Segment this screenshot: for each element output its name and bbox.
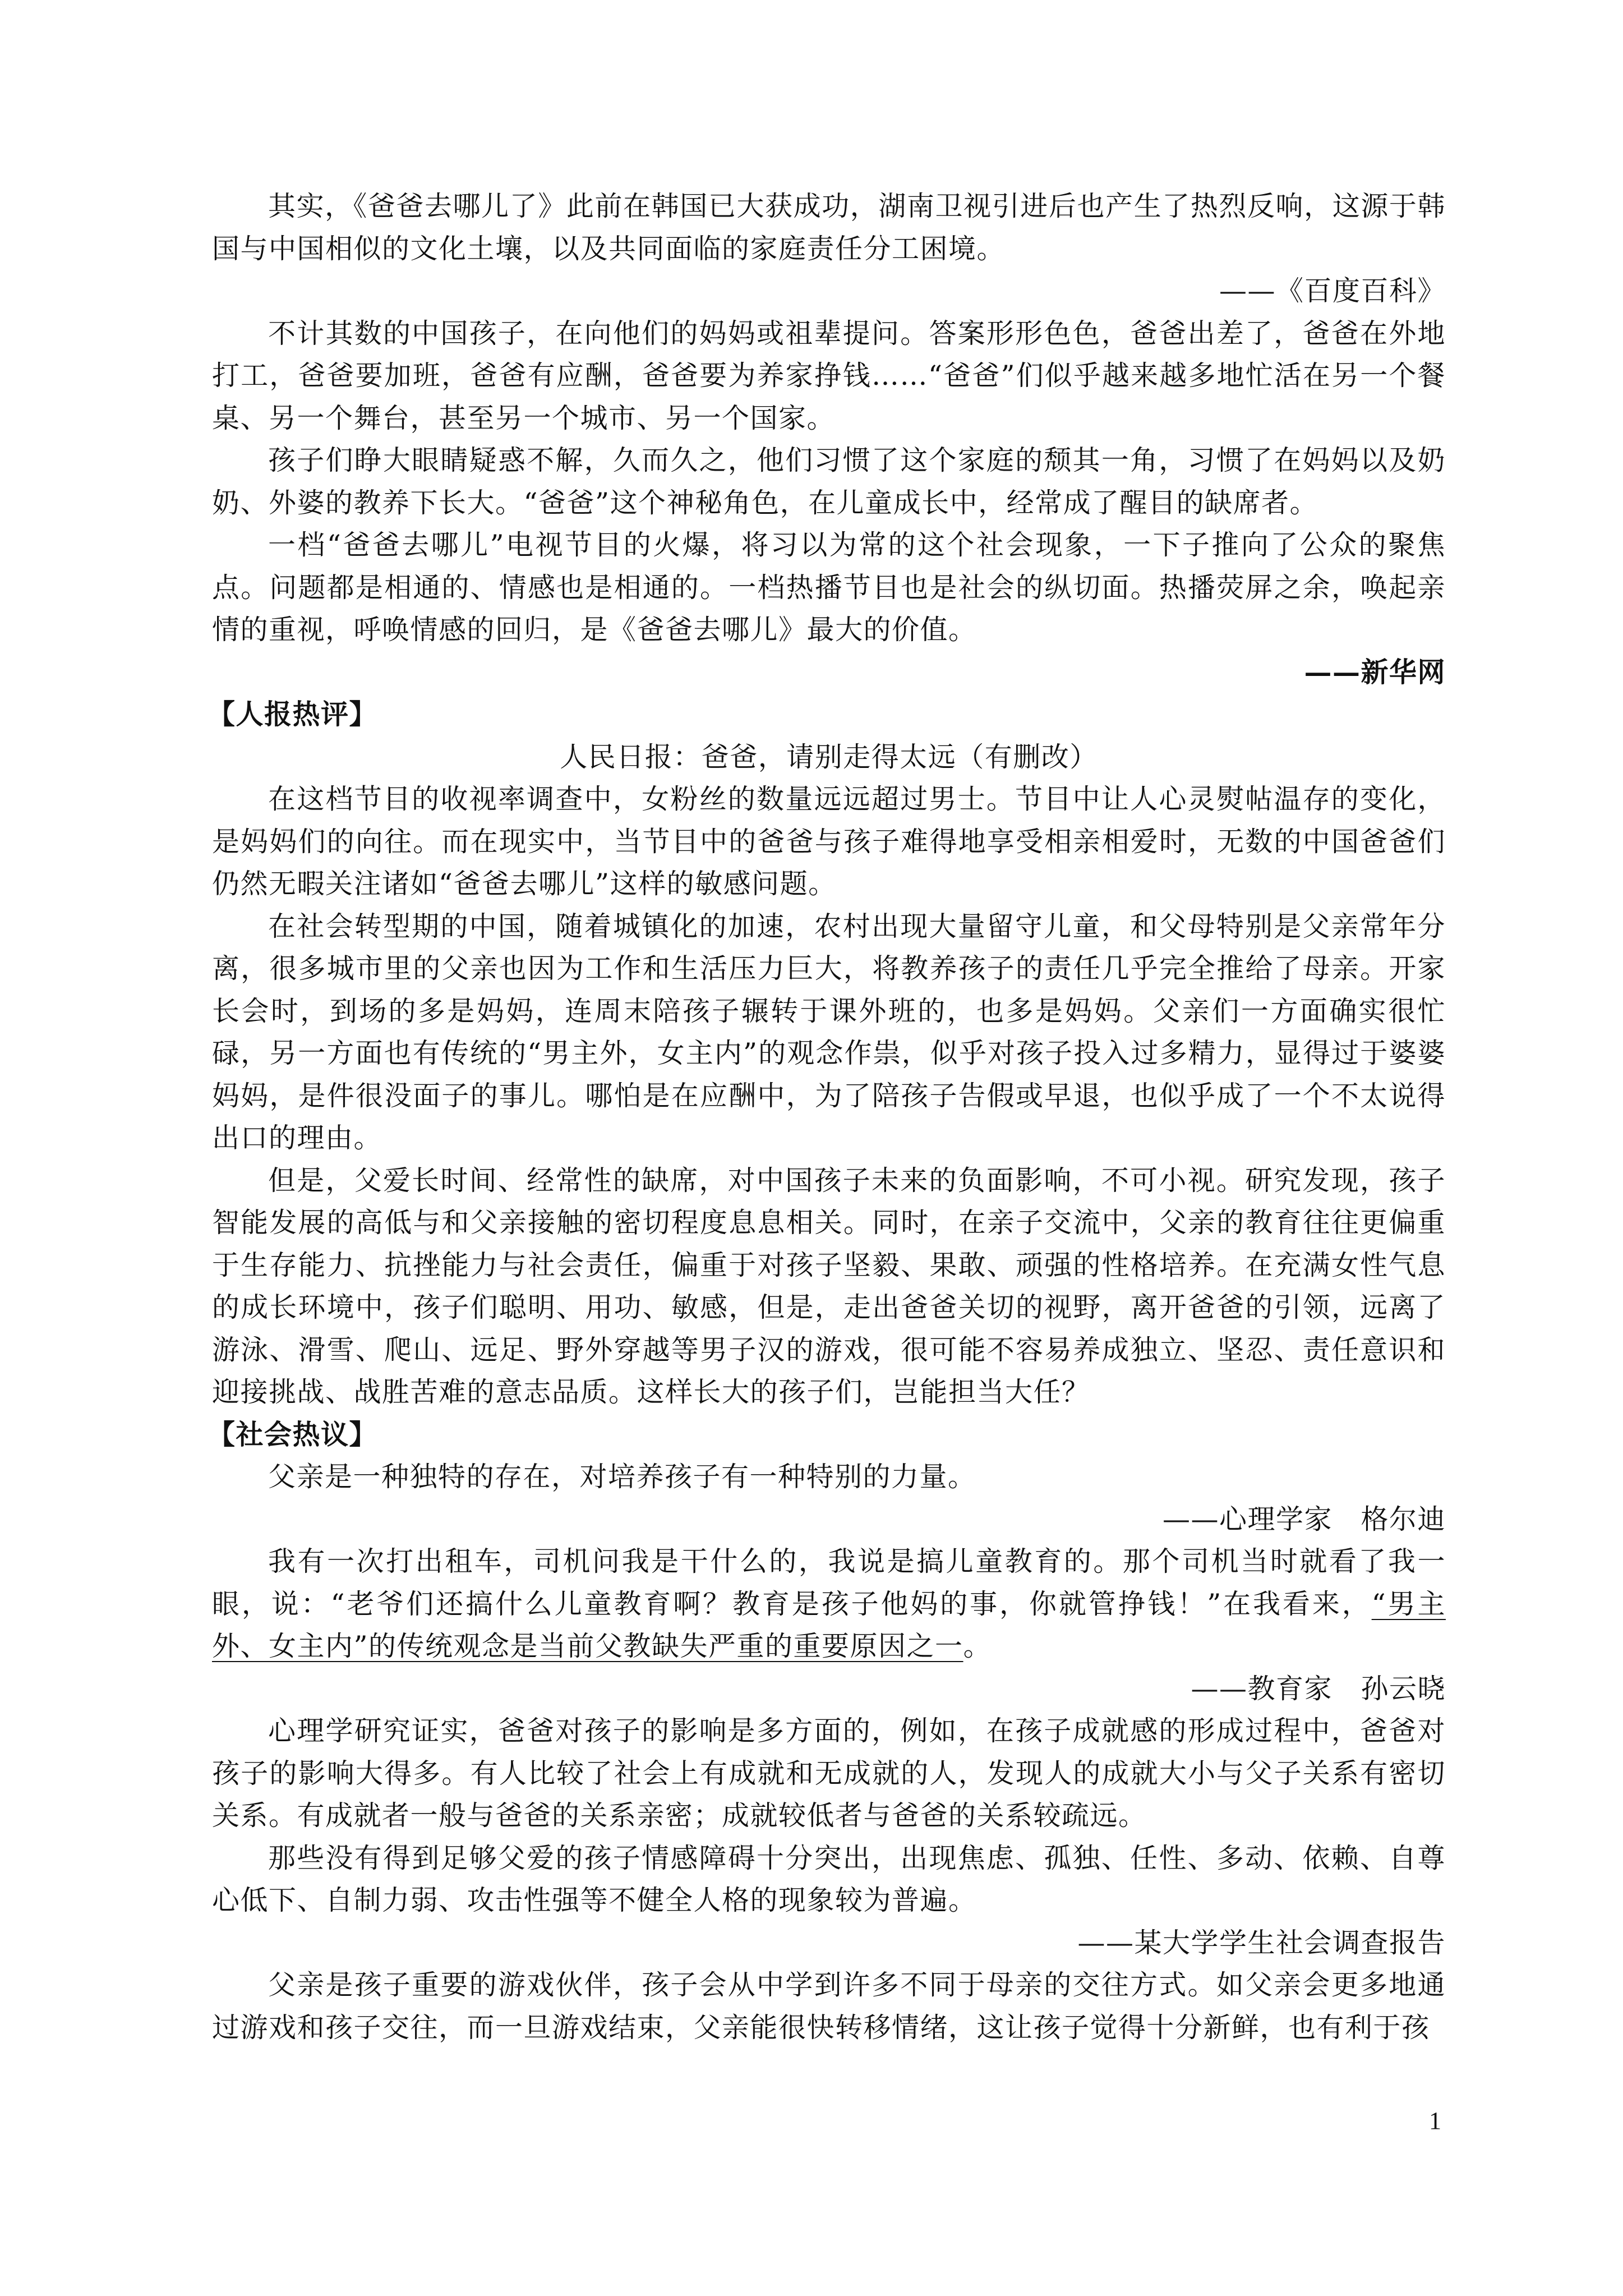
paragraph-tail: 。 [963, 1630, 992, 1662]
paragraph: 孩子们睁大眼睛疑惑不解，久而久之，他们习惯了这个家庭的颓其一角，习惯了在妈妈以及奶奶、外婆的教养下长大。“爸爸”这个神秘角色，在儿童成长中，经常成了醒目的缺席者。 [212, 444, 1446, 519]
paragraph: 但是，父爱长时间、经常性的缺席，对中国孩子未来的负面影响，不可小视。研究发现，孩子智能发展的高低与和父亲接触的密切程度息息相关。同时，在亲子交流中，父亲的教育往往更偏重于生存能力、抗挫能力与社会责任，偏重于对孩子坚毅、果敢、顽强的性格培养。在充满女性气息的成长环境中，孩子们聪明、用功、敏感，但是，走出爸爸关切的视野，离开爸爸的引领，远离了游泳、滑雪、爬山、远足、野外穿越等男子汉的游戏，很可能不容易养成独立、坚忍、责任意识和迎接挑战、战胜苦难的意志品质。这样长大的孩子们，岂能担当大任？ [212, 1164, 1446, 1408]
paragraph: 不计其数的中国孩子，在向他们的妈妈或祖辈提问。答案形形色色，爸爸出差了，爸爸在外地打工，爸爸要加班，爸爸有应酬，爸爸要为养家挣钱……“爸爸”们似乎越来越多地忙活在另一个餐桌、另一个舞台，甚至另一个城市、另一个国家。 [212, 317, 1446, 434]
page-number: 1 [1429, 2107, 1441, 2134]
paragraph: 那些没有得到足够父爱的孩子情感障碍十分突出，出现焦虑、孤独、任性、多动、依赖、自尊心低下、自制力弱、攻击性强等不健全人格的现象较为普遍。 [212, 1842, 1446, 1916]
paragraph: 父亲是孩子重要的游戏伙伴，孩子会从中学到许多不同于母亲的交往方式。如父亲会更多地通过游戏和孩子交往，而一旦游戏结束，父亲能很快转移情绪，这让孩子觉得十分新鲜，也有利于孩 [212, 1969, 1446, 2044]
source-attribution: ——心理学家 格尔迪 [1162, 1503, 1446, 1535]
source-attribution: ——《百度百科》 [1219, 275, 1446, 307]
underlined-text: “男主外、女主内”的传统观念是当前父教缺失严重的重要原因之一 [212, 1588, 1446, 1662]
paragraph: 心理学研究证实，爸爸对孩子的影响是多方面的，例如，在孩子成就感的形成过程中，爸爸对孩子的影响大得多。有人比较了社会上有成就和无成就的人，发现人的成就大小与父子关系有密切关系。有成就者一般与爸爸的关系亲密；成就较低者与爸爸的关系较疏远。 [212, 1715, 1446, 1832]
document-body [208, 185, 1446, 2049]
section-heading: 【社会热议】 [208, 1418, 378, 1451]
source-attribution: ——教育家 孙云晓 [1191, 1672, 1446, 1705]
paragraph: 在这档节目的收视率调查中，女粉丝的数量远远超过男士。节目中让人心灵熨帖温存的变化，是妈妈们的向往。而在现实中，当节目中的爸爸与孩子难得地享受相亲相爱时，无数的中国爸爸们仍然无暇关注诸如“爸爸去哪儿”这样的敏感问题。 [212, 783, 1446, 900]
source-attribution: ——新华网 [1304, 655, 1446, 688]
paragraph: 其实，《爸爸去哪儿了》此前在韩国已大获成功，湖南卫视引进后也产生了热烈反响，这源于韩国与中国相似的文化土壤，以及共同面临的家庭责任分工困境。 [212, 190, 1446, 265]
paragraph-text: 我有一次打出租车，司机问我是干什么的，我说是搞儿童教育的。那个司机当时就看了我一眼，说：“老爷们还搞什么儿童教育啊？教育是孩子他妈的事，你就管挣钱！”在我看来， [212, 1545, 1446, 1620]
source-attribution: ——某大学学生社会调查报告 [1077, 1926, 1446, 1959]
paragraph: 父亲是一种独特的存在，对培养孩子有一种特别的力量。 [268, 1461, 976, 1493]
paragraph: 一档“爸爸去哪儿”电视节目的火爆，将习以为常的这个社会现象，一下子推向了公众的聚焦点。问题都是相通的、情感也是相通的。一档热播节目也是社会的纵切面。热播荧屏之余，唤起亲情的重视，呼唤情感的回归，是《爸爸去哪儿》最大的价值。 [212, 529, 1446, 646]
paragraph [212, 1540, 1446, 1668]
article-title: 人民日报：爸爸，请别走得太远（有删改） [560, 740, 1098, 773]
paragraph: 在社会转型期的中国，随着城镇化的加速，农村出现大量留守儿童，和父母特别是父亲常年分离，很多城市里的父亲也因为工作和生活压力巨大，将教养孩子的责任几乎完全推给了母亲。开家长会时，到场的多是妈妈，连周末陪孩子辗转于课外班的，也多是妈妈。父亲们一方面确实很忙碌，另一方面也有传统的“男主外，女主内”的观念作祟，似乎对孩子投入过多精力，显得过于婆婆妈妈，是件很没面子的事儿。哪怕是在应酬中，为了陪孩子告假或早退，也似乎成了一个不太说得出口的理由。 [212, 910, 1446, 1154]
section-heading: 【人报热评】 [208, 698, 378, 730]
